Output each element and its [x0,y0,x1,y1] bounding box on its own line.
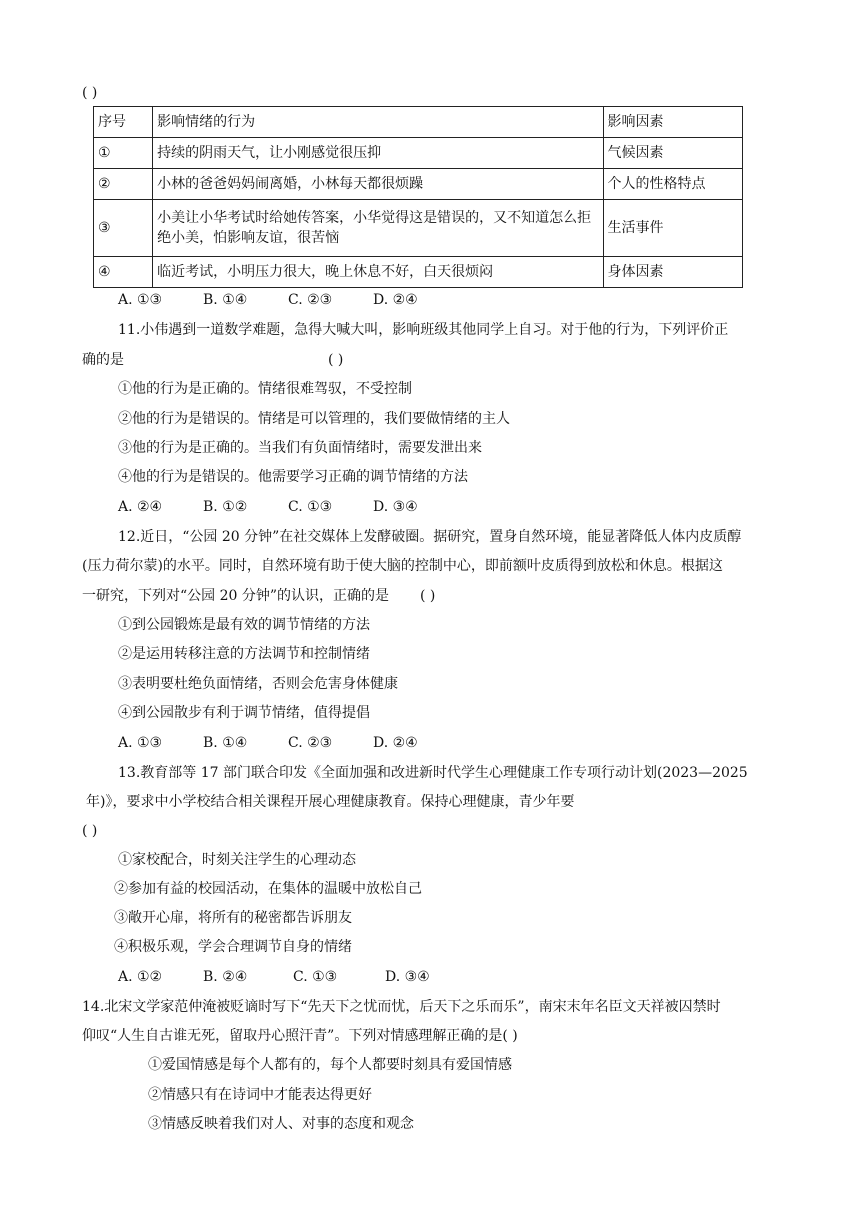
option-b[interactable]: B. ②④ [203,969,248,985]
table-cell: 个人的性格特点 [603,169,742,200]
q11-stem-line1: 11.小伟遇到一道数学难题，急得大喊大叫，影响班级其他同学上自习。对于他的行为，下列评价正 [118,322,729,338]
q12-stem-line3: 一研究，下列对“公园 20 分钟”的认识，正确的是 [82,588,390,604]
table-row [94,138,743,169]
q14-item: ③情感反映着我们对人、对事的态度和观念 [148,1116,414,1132]
table-cell: ② [94,169,153,200]
option-a[interactable]: A. ②④ [118,499,163,515]
table-cell: 气候因素 [603,138,742,169]
option-c[interactable]: C. ②③ [288,735,333,751]
q12-stem-line2: (压力荷尔蒙)的水平。同时，自然环境有助于使大脑的控制中心，即前额叶皮质得到放松和休息。根据这 [82,558,723,574]
q12-stem-line1: 12.近日，“公园 20 分钟”在社交媒体上发酵破圈。据研究，置身自然环境，能显著降低人体内皮质醇 [118,529,742,545]
q14-item: ①爱国情感是每个人都有的，每个人都要时刻具有爱国情感 [148,1057,512,1073]
q11-answer-paren: ( ) [328,352,344,368]
q13-item: ④积极乐观，学会合理调节自身的情绪 [114,939,352,955]
q11-options [118,497,458,517]
q10-answer-paren: ( ) [82,85,98,101]
q12-item: ①到公园锻炼是最有效的调节情绪的方法 [118,617,370,633]
option-c[interactable]: C. ②③ [288,292,333,308]
table-cell: 持续的阴雨天气，让小刚感觉很压抑 [153,138,603,169]
table-header-cell: 序号 [94,107,153,138]
option-b[interactable]: B. ①④ [203,292,248,308]
option-d[interactable]: D. ②④ [373,292,418,308]
q11-item: ④他的行为是错误的。他需要学习正确的调节情绪的方法 [118,469,468,485]
table-row [94,169,743,200]
q12-item: ②是运用转移注意的方法调节和控制情绪 [118,646,370,662]
option-b[interactable]: B. ①② [203,499,248,515]
q14-item: ②情感只有在诗词中才能表达得更好 [148,1087,372,1103]
table-cell: 临近考试，小明压力很大，晚上休息不好，白天很烦闷 [153,257,603,288]
q10-options [118,290,458,310]
option-a[interactable]: A. ①③ [118,292,163,308]
option-d[interactable]: D. ②④ [373,735,418,751]
option-b[interactable]: B. ①④ [203,735,248,751]
q13-answer-paren: ( ) [82,823,98,839]
table-row [94,257,743,288]
q14-stem-line1: 14.北宋文学家范仲淹被贬谪时写下“先天下之忧而忧，后天下之乐而乐”，南宋末年名臣文天祥被囚禁时 [82,999,721,1015]
table-row [94,200,743,257]
option-a[interactable]: A. ①② [118,969,163,985]
q13-options [118,967,470,987]
table-header-cell: 影响情绪的行为 [153,107,603,138]
q13-item: ②参加有益的校园活动，在集体的温暖中放松自己 [114,881,422,897]
q13-item: ③敞开心扉，将所有的秘密都告诉朋友 [114,910,352,926]
table-cell: 小林的爸爸妈妈闹离婚，小林每天都很烦躁 [153,169,603,200]
q11-stem-line2: 确的是 [82,352,124,368]
table-cell: ① [94,138,153,169]
table-header-cell: 影响因素 [603,107,742,138]
option-c[interactable]: C. ①③ [293,969,338,985]
q13-stem-line1: 13.教育部等 17 部门联合印发《全面加强和改进新时代学生心理健康工作专项行动计划(2023—2025 [118,765,748,781]
q12-options [118,733,458,753]
option-c[interactable]: C. ①③ [288,499,333,515]
option-a[interactable]: A. ①③ [118,735,163,751]
table-cell: ③ [94,200,153,257]
option-d[interactable]: D. ③④ [385,969,430,985]
q11-item: ①他的行为是正确的。情绪很难驾驭，不受控制 [118,381,412,397]
q13-stem-line2: 年)》，要求中小学校结合相关课程开展心理健康教育。保持心理健康，青少年要 [86,794,575,810]
table-header-row [94,107,743,138]
q11-item: ③他的行为是正确的。当我们有负面情绪时，需要发泄出来 [118,440,482,456]
q10-table [93,106,743,288]
q12-answer-paren: ( ) [420,588,436,604]
q12-item: ④到公园散步有利于调节情绪，值得提倡 [118,705,370,721]
table-cell: ④ [94,257,153,288]
option-d[interactable]: D. ③④ [373,499,418,515]
table-cell: 小美让小华考试时给她传答案，小华觉得这是错误的，又不知道怎么拒绝小美，怕影响友谊，很苦恼 [153,200,603,257]
q14-stem-line2: 仰叹“人生自古谁无死，留取丹心照汗青”。下列对情感理解正确的是( ) [82,1028,518,1044]
q11-item: ②他的行为是错误的。情绪是可以管理的，我们要做情绪的主人 [118,411,510,427]
table-cell: 生活事件 [603,200,742,257]
q12-item: ③表明要杜绝负面情绪，否则会危害身体健康 [118,676,398,692]
q13-item: ①家校配合，时刻关注学生的心理动态 [118,852,356,868]
table-cell: 身体因素 [603,257,742,288]
